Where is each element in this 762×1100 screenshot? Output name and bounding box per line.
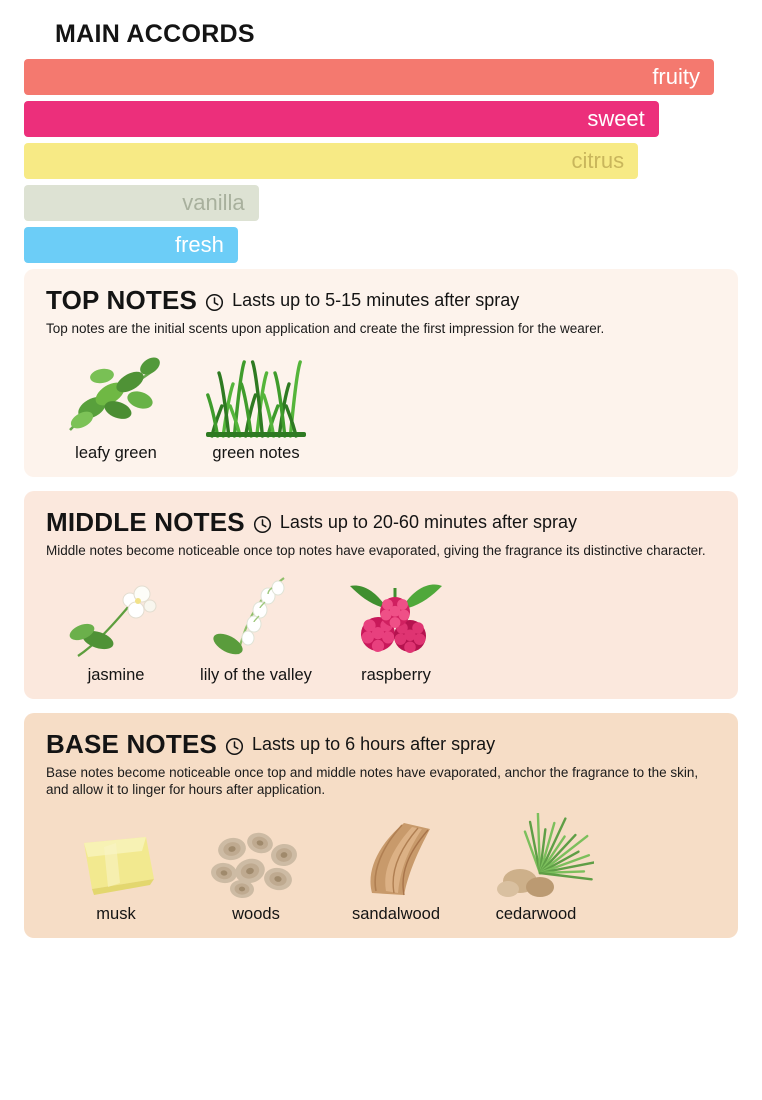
jasmine-icon (56, 574, 176, 660)
accord-bar (24, 59, 714, 95)
woods-icon (196, 813, 316, 899)
accord-label: fresh (174, 232, 224, 257)
note-duration: Lasts up to 5-15 minutes after spray (232, 290, 520, 310)
leafy-green-icon (56, 352, 176, 438)
ingredient-item (466, 813, 606, 924)
accord-bar (24, 101, 659, 137)
ingredient-item (46, 813, 186, 924)
ingredient-item (326, 574, 466, 685)
accord-label: vanilla (182, 190, 245, 215)
ingredient-item (186, 352, 326, 463)
ingredient-list (46, 574, 716, 685)
ingredient-item (46, 352, 186, 463)
note-duration: Lasts up to 20-60 minutes after spray (279, 511, 578, 532)
note-description: Base notes become noticeable once top and middle notes have evaporated, anchor the fragrance to the skin, and allow it to linger for hours after application. (46, 764, 699, 798)
ingredient-list (46, 813, 716, 924)
clock-icon (205, 293, 224, 312)
accord-bar (24, 227, 238, 263)
note-description: Middle notes become noticeable once top notes have evaporated, giving the fragrance its distinctive character. (46, 542, 706, 558)
ingredient-item (326, 813, 466, 924)
lily-of-the-valley-icon (196, 574, 316, 660)
accord-bar (24, 185, 259, 221)
note-title: MIDDLE NOTES (46, 506, 245, 537)
raspberry-icon (336, 574, 456, 660)
ingredient-label: green notes (212, 443, 300, 462)
accord-row (0, 143, 762, 179)
accord-label: fruity (652, 64, 700, 89)
ingredient-label: raspberry (361, 665, 431, 684)
note-card (24, 269, 738, 477)
note-card-header (46, 729, 716, 760)
accord-row (0, 227, 762, 263)
page-title: MAIN ACCORDS (55, 20, 255, 48)
accord-row (0, 185, 762, 221)
clock-icon (225, 737, 244, 756)
ingredient-label: sandalwood (351, 905, 441, 924)
accord-row (0, 101, 762, 137)
ingredient-item (46, 574, 186, 685)
note-duration: Lasts up to 6 hours after spray (252, 733, 496, 754)
accord-row (0, 59, 762, 95)
ingredient-item (186, 574, 326, 685)
ingredient-label: cedarwood (495, 905, 577, 924)
accord-bar (24, 143, 638, 179)
main-accords-section (0, 0, 762, 263)
ingredient-list (46, 352, 716, 463)
note-card (24, 713, 738, 939)
ingredient-item (186, 813, 326, 924)
note-description: Top notes are the initial scents upon application and create the first impression for the wearer. (46, 321, 605, 336)
notes-sections (0, 269, 762, 938)
accord-bar-list (0, 59, 762, 263)
musk-icon (56, 813, 176, 899)
note-title: BASE NOTES (46, 728, 218, 759)
note-card-header (46, 507, 716, 538)
ingredient-label: jasmine (87, 665, 145, 684)
note-card-header (46, 285, 716, 316)
ingredient-label: musk (96, 905, 136, 924)
clock-icon (253, 515, 272, 534)
ingredient-label: lily of the valley (200, 665, 312, 684)
cedarwood-icon (476, 813, 596, 899)
accord-label: citrus (571, 148, 625, 173)
ingredient-label: leafy green (75, 443, 157, 462)
green-notes-icon (196, 352, 316, 438)
accord-label: sweet (587, 106, 645, 131)
sandalwood-icon (336, 813, 456, 899)
ingredient-label: woods (232, 905, 280, 924)
note-title: TOP NOTES (46, 285, 198, 315)
note-card (24, 491, 738, 699)
